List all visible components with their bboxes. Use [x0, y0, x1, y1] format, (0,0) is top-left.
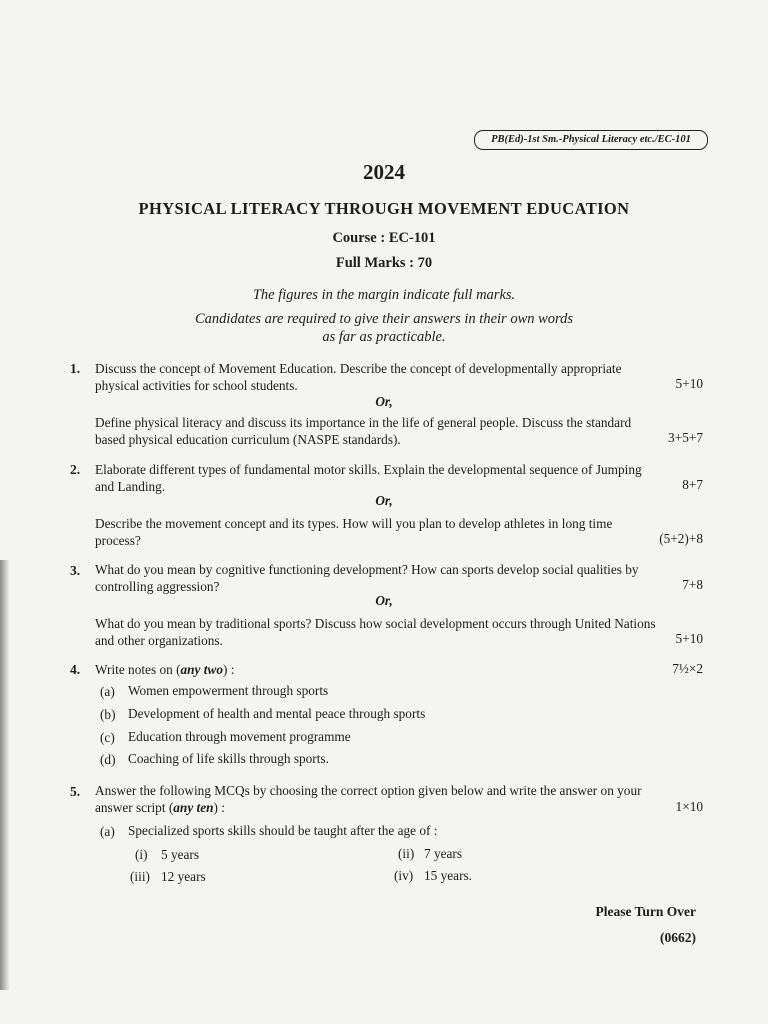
question-2b-line-2: process?	[95, 533, 141, 548]
question-1-number: 1.	[70, 361, 81, 376]
question-1a-line-2: physical activities for school students.	[95, 378, 298, 393]
or-divider-2: Or,	[375, 493, 393, 508]
question-5-line-1: Answer the following MCQs by choosing the correct option given below and write the answer on your	[95, 783, 642, 798]
question-4-stem-prefix: Write notes on (	[95, 662, 181, 677]
question-2-number: 2.	[70, 462, 81, 477]
question-2a-line-2: and Landing.	[95, 479, 166, 494]
mcq-option-i-text: 5 years	[161, 847, 200, 862]
mcq-option-iii-text: 12 years	[161, 869, 206, 884]
question-1a-line-1: Discuss the concept of Movement Education. Describe the concept of developmentally appropriate	[95, 361, 622, 376]
or-divider-3: Or,	[375, 593, 393, 608]
question-3b-line-1: What do you mean by traditional sports? Discuss how social development occurs through United Nations	[95, 616, 656, 631]
q5-sub-a-label: (a)	[100, 824, 115, 839]
question-1b-marks: 3+5+7	[668, 430, 703, 445]
mcq-option-iii-label: (iii)	[130, 869, 150, 884]
q4-item-d-label: (d)	[100, 752, 116, 767]
q4-item-d-text: Coaching of life skills through sports.	[128, 751, 329, 766]
question-5-line-2-emphasis: any ten	[173, 800, 214, 815]
question-5-line-2-suffix: ) :	[213, 800, 225, 815]
question-5-number: 5.	[70, 784, 81, 799]
paper-code-badge: PB(Ed)-1st Sm.-Physical Literacy etc./EC-101	[474, 130, 708, 150]
q4-item-a-label: (a)	[100, 684, 115, 699]
q4-item-c-label: (c)	[100, 730, 115, 745]
question-4-number: 4.	[70, 662, 81, 677]
question-1b-line-1: Define physical literacy and discuss its importance in the life of general people. Discuss the standard	[95, 415, 632, 430]
instruction-practicable: as far as practicable.	[322, 329, 446, 345]
question-2b-marks: (5+2)+8	[659, 531, 703, 546]
paper-serial-code: (0662)	[660, 930, 696, 945]
question-3a-line-1: What do you mean by cognitive functioning development? How can sports develop social qualities by	[95, 562, 639, 577]
question-2a-line-1: Elaborate different types of fundamental motor skills. Explain the developmental sequence of Jumping	[95, 462, 642, 477]
question-3a-line-2: controlling aggression?	[95, 579, 220, 594]
exam-year: 2024	[363, 160, 405, 184]
q4-item-b-label: (b)	[100, 707, 116, 722]
question-1b-line-2: based physical education curriculum (NASPE standards).	[95, 432, 401, 447]
question-5-marks: 1×10	[675, 799, 703, 814]
mcq-option-ii-label: (ii)	[398, 846, 415, 861]
instruction-marks: The figures in the margin indicate full marks.	[252, 287, 516, 303]
q5-sub-a-text: Specialized sports skills should be taught after the age of :	[128, 823, 438, 838]
question-2a-marks: 8+7	[682, 477, 703, 492]
question-2b-line-1: Describe the movement concept and its types. How will you plan to develop athletes in long time	[95, 516, 613, 531]
mcq-option-i-label: (i)	[135, 847, 148, 862]
question-4-marks: 7½×2	[672, 661, 703, 676]
question-1a-marks: 5+10	[675, 376, 703, 391]
mcq-option-iv-text: 15 years.	[424, 868, 472, 883]
q4-item-c-text: Education through movement programme	[128, 729, 351, 744]
question-3b-marks: 5+10	[675, 631, 703, 646]
course-code: Course : EC-101	[332, 230, 436, 246]
page-edge-shadow	[0, 560, 10, 990]
instruction-own-words: Candidates are required to give their answers in their own words	[194, 311, 574, 327]
please-turn-over: Please Turn Over	[595, 904, 696, 919]
question-3b-line-2: and other organizations.	[95, 633, 223, 648]
question-4-stem-emphasis: any two	[180, 662, 223, 677]
question-4-stem-suffix: ) :	[223, 662, 235, 677]
mcq-option-ii-text: 7 years	[424, 846, 463, 861]
full-marks: Full Marks : 70	[335, 255, 433, 271]
question-5-line-2	[95, 799, 703, 816]
q4-item-b-text: Development of health and mental peace through sports	[128, 706, 426, 721]
or-divider-1: Or,	[375, 394, 393, 409]
question-4-stem	[95, 661, 703, 678]
question-3a-marks: 7+8	[682, 577, 703, 592]
q4-item-a-text: Women empowerment through sports	[128, 683, 329, 698]
question-5-line-2-prefix: answer script (	[95, 800, 174, 815]
mcq-option-iv-label: (iv)	[394, 868, 414, 883]
question-3-number: 3.	[70, 563, 81, 578]
paper-title: PHYSICAL LITERACY THROUGH MOVEMENT EDUCATION	[138, 199, 630, 218]
